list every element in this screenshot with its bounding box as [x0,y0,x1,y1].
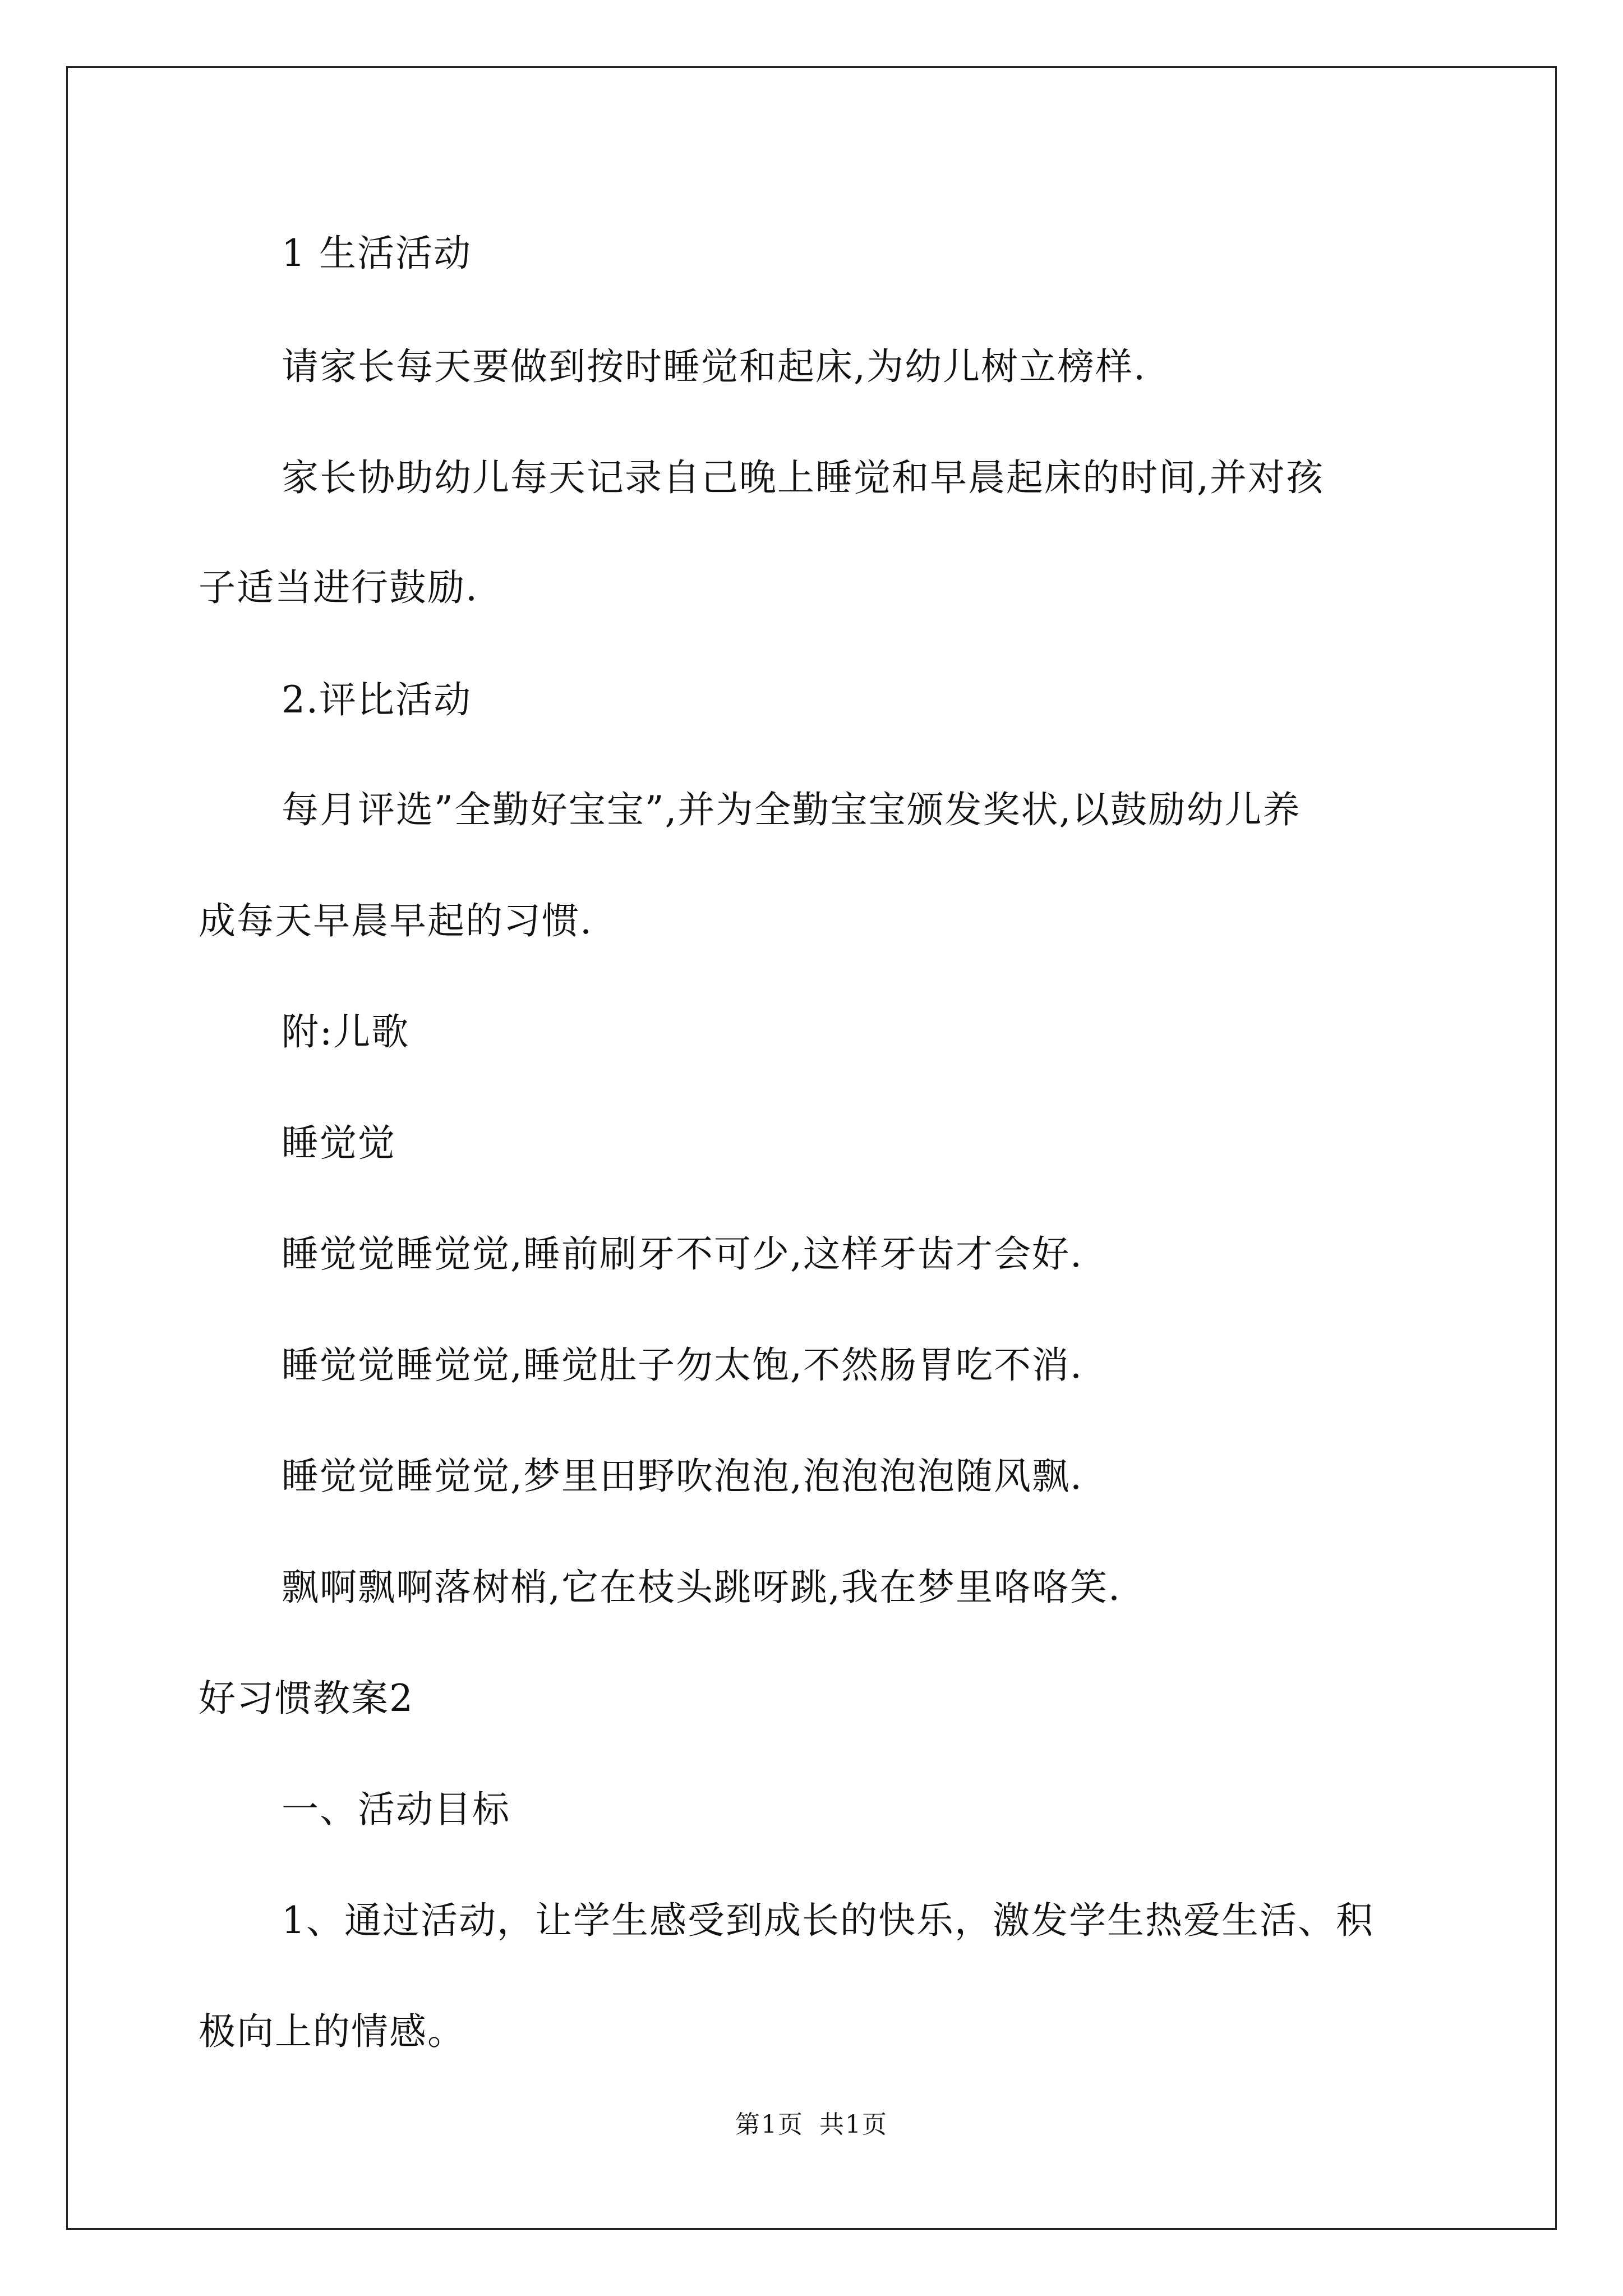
paragraph-line: 极向上的情感。 [199,2010,465,2053]
song-verse: 睡觉觉睡觉觉,梦里田野吹泡泡,泡泡泡泡随风飘. [282,1455,1083,1498]
appendix-label: 附:儿歌 [282,1010,410,1053]
paragraph-line: 请家长每天要做到按时睡觉和起床,为幼儿树立榜样. [282,345,1146,388]
section-heading-activity-goals: 一、活动目标 [282,1788,510,1831]
section-heading-evaluation-activity: 2.评比活动 [282,678,472,721]
paragraph-line: 1、通过活动，让学生感受到成长的快乐，激发学生热爱生活、积 [282,1899,1374,1942]
paragraph-line: 家长协助幼儿每天记录自己晚上睡觉和早晨起床的时间,并对孩 [282,456,1324,499]
paragraph-line: 成每天早晨早起的习惯. [199,899,593,942]
song-title: 睡觉觉 [282,1121,396,1165]
song-verse: 睡觉觉睡觉觉,睡觉肚子勿太饱,不然肠胃吃不消. [282,1343,1083,1387]
page-number: 第1页 [735,2110,804,2139]
paragraph-line: 子适当进行鼓励. [199,566,478,609]
paragraph-line: 每月评选”全勤好宝宝”,并为全勤宝宝颁发奖状,以鼓励幼儿养 [282,788,1301,831]
section-heading-life-activity: 1 生活活动 [282,232,472,275]
page-total: 共1页 [819,2110,888,2139]
song-verse: 飘啊飘啊落树梢,它在枝头跳呀跳,我在梦里咯咯笑. [282,1566,1121,1609]
lesson-plan-title: 好习惯教案2 [199,1677,414,1720]
song-verse: 睡觉觉睡觉觉,睡前刷牙不可少,这样牙齿才会好. [282,1232,1083,1276]
page-footer [0,2109,1623,2141]
